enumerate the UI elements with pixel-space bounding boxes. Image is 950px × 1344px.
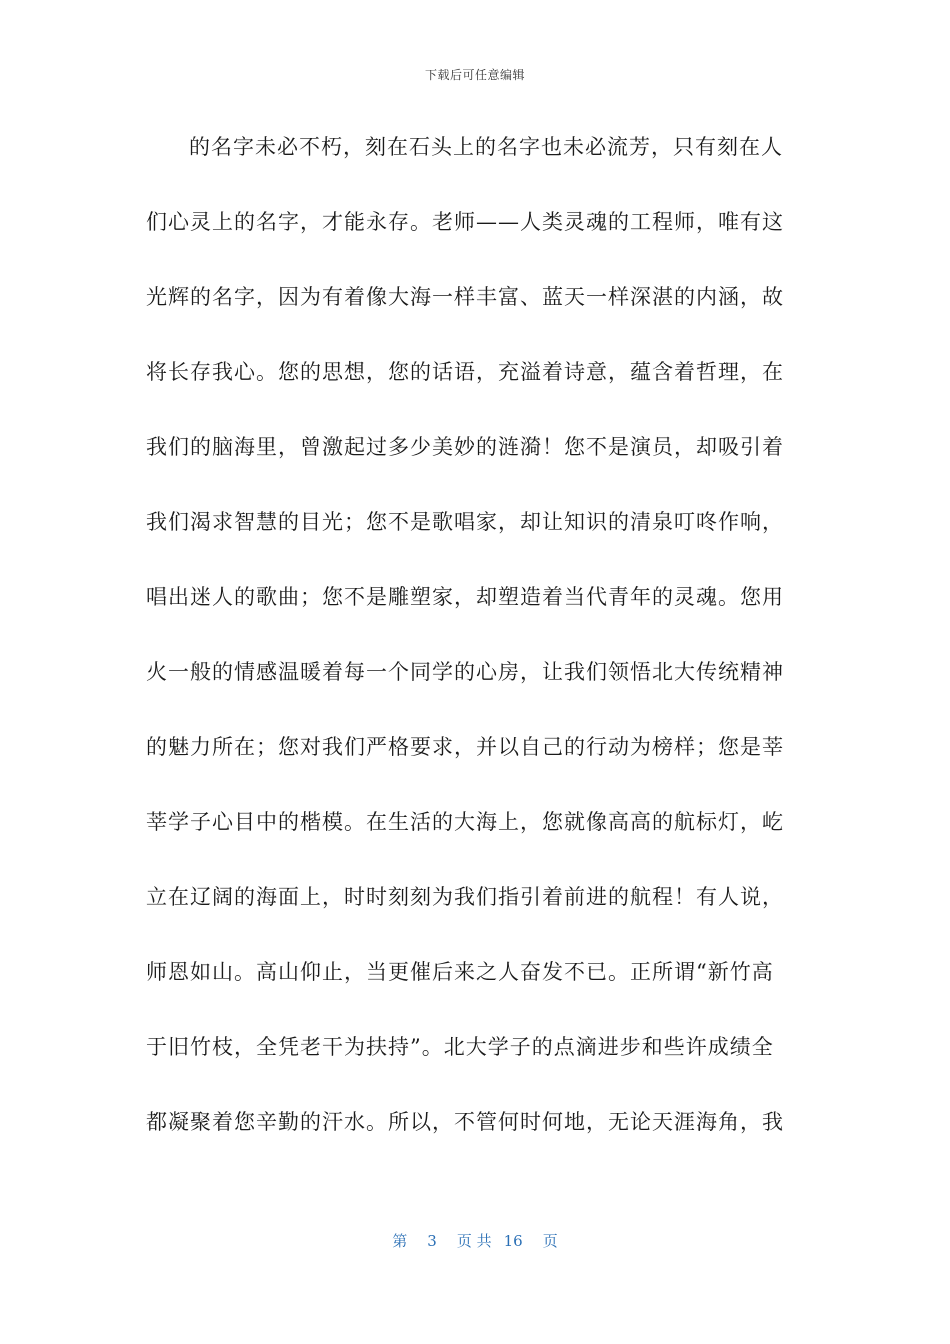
page-number: 3 [427,1232,437,1250]
text-line: 火一般的情感温暖着每一个同学的心房，让我们领悟北大传统精神 [146,660,784,684]
page-suffix: 页 [542,1232,558,1250]
text-line: 我们渴求智慧的目光；您不是歌唱家，却让知识的清泉叮咚作响， [146,510,784,534]
text-line: 唱出迷人的歌曲；您不是雕塑家，却塑造着当代青年的灵魂。您用 [146,585,784,609]
page-header: 下载后可任意编辑 [424,68,525,82]
text-line: 我们的脑海里，曾激起过多少美妙的涟漪！您不是演员，却吸引着 [146,435,784,459]
text-line: 的魅力所在；您对我们严格要求，并以自己的行动为榜样；您是莘 [146,735,784,759]
page-prefix: 第 [392,1232,408,1250]
text-line: 莘学子心目中的楷模。在生活的大海上，您就像高高的航标灯，屹 [146,810,784,834]
text-line: 师恩如山。高山仰止，当更催后来之人奋发不已。正所谓“新竹高 [146,960,774,984]
text-line: 都凝聚着您辛勤的汗水。所以，不管何时何地，无论天涯海角，我 [146,1110,784,1134]
page-footer [0,1230,950,1251]
text-line: 立在辽阔的海面上，时时刻刻为我们指引着前进的航程！有人说， [146,885,784,909]
text-line: 们心灵上的名字，才能永存。老师——人类灵魂的工程师，唯有这 [146,210,784,234]
text-line: 光辉的名字，因为有着像大海一样丰富、蓝天一样深湛的内涵，故 [146,285,784,309]
text-line: 的名字未必不朽，刻在石头上的名字也未必流芳，只有刻在人 [189,135,783,159]
total-pages: 16 [503,1232,523,1250]
page-mid: 页 共 [456,1232,492,1250]
text-line: 将长存我心。您的思想，您的话语，充溢着诗意，蕴含着哲理，在 [146,360,784,384]
text-line: 于旧竹枝，全凭老干为扶持”。北大学子的点滴进步和些许成绩全 [146,1035,774,1059]
document-body [146,130,796,1180]
